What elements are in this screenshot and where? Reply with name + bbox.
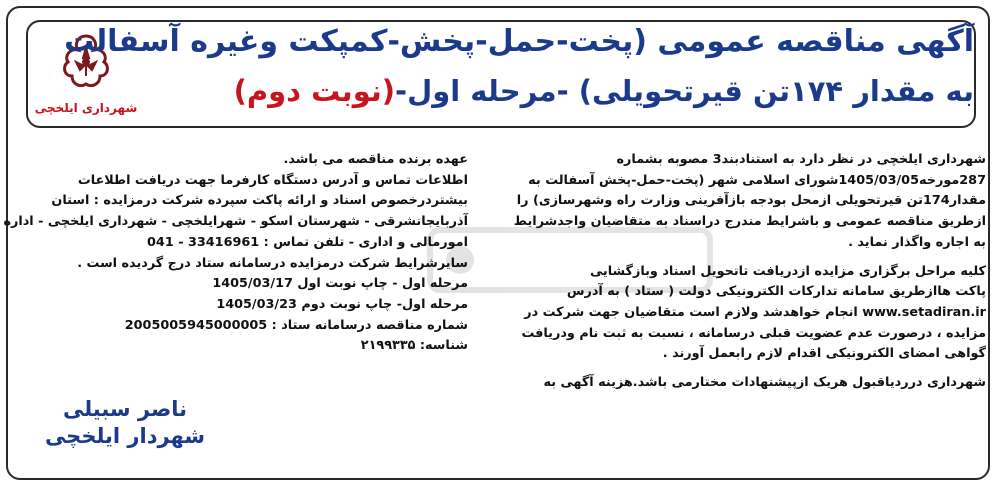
- body-line: اطلاعات تماس و آدرس دستگاه کارفرما جهت دریافت اطلاعات: [77, 172, 468, 188]
- body-line: www.setadiran.ir انجام خواهدشد ولازم است متقاضیان جهت شرکت در: [524, 304, 986, 320]
- body-line: مرحله اول - چاپ نوبت اول 1405/03/17: [212, 276, 468, 292]
- body-line: شناسه: ۲۱۹۹۳۳۵: [360, 338, 468, 354]
- body-line: سایرشرایط شرکت درمزایده درسامانه ستاد درج گردیده است .: [77, 255, 468, 271]
- body-line: امورمالی و اداری - تلفن تماس : 33416961 - 041: [147, 234, 468, 250]
- body-line: به اجاره واگذار نماید .: [848, 234, 986, 250]
- body-line: شهرداری ایلخچی در نظر دارد به استنادبند3 مصوبه بشماره: [616, 152, 986, 167]
- title-line-2: [174, 74, 974, 108]
- title-line-1: آگهی مناقصه عمومی (پخت-حمل-پخش-کمپکت وغیره آسفالت: [64, 24, 974, 59]
- body-line: شماره مناقصه درسامانه ستاد : 2005005945000005: [124, 317, 468, 333]
- body-right-column: [504, 150, 986, 394]
- body-left-column: [3, 150, 468, 357]
- signature-block: [30, 396, 220, 450]
- body-line: گواهی امضای الکترونیکی اقدام لازم رابعمل آورند .: [662, 346, 986, 362]
- body-line: مقدار174تن قیرتحویلی ازمحل بودجه بازآفرینی وزارت راه وشهرسازی) را: [516, 193, 986, 209]
- body-line: شهرداری درردیاقبول هریک ازپیشنهادات مختارمی باشد.هزینه آگهی به: [543, 375, 986, 391]
- body-line: عهده برنده مناقصه می باشد.: [283, 152, 468, 167]
- body-line: پاکت هاازطریق سامانه تدارکات الکترونیکی دولت ( ستاد ) به آدرس: [566, 284, 986, 300]
- signature-name: ناصر سبیلی: [62, 397, 188, 421]
- body-line: مزایده ، درصورت عدم عضویت قبلی درسامانه ، نسبت به ثبت نام ودریافت: [521, 325, 986, 341]
- title-line-2-main: به مقدار ۱۷۴تن قیرتحویلی) -مرحله اول-: [395, 74, 974, 108]
- body-line: آذربایجانشرقی - شهرستان اسکو - شهرایلخچی - شهرداری ایلخچی - اداره: [3, 214, 468, 230]
- round-label: (نوبت دوم): [233, 74, 396, 108]
- body-line: مرحله اول- چاپ نوبت دوم 1405/03/23: [216, 296, 468, 312]
- body-line: ازطریق مناقصه عمومی و باشرایط مندرج دراسناد به متقاضیان واجدشرایط: [513, 214, 986, 230]
- body-line: کلیه مراحل برگزاری مزایده ازدریافت تاتحویل اسناد وبازگشایی: [589, 263, 986, 279]
- body-line: بیشتردرخصوص اسناد و ارائه پاکت سپرده شرکت درمزایده : استان: [51, 193, 468, 209]
- body-line: 287مورخه1405/03/05شورای اسلامی شهر (پخت-حمل-پخش آسفالت به: [528, 172, 986, 188]
- signature-title: شهردار ایلخچی: [44, 424, 206, 448]
- logo-text: شهرداری ایلخچی: [34, 101, 138, 115]
